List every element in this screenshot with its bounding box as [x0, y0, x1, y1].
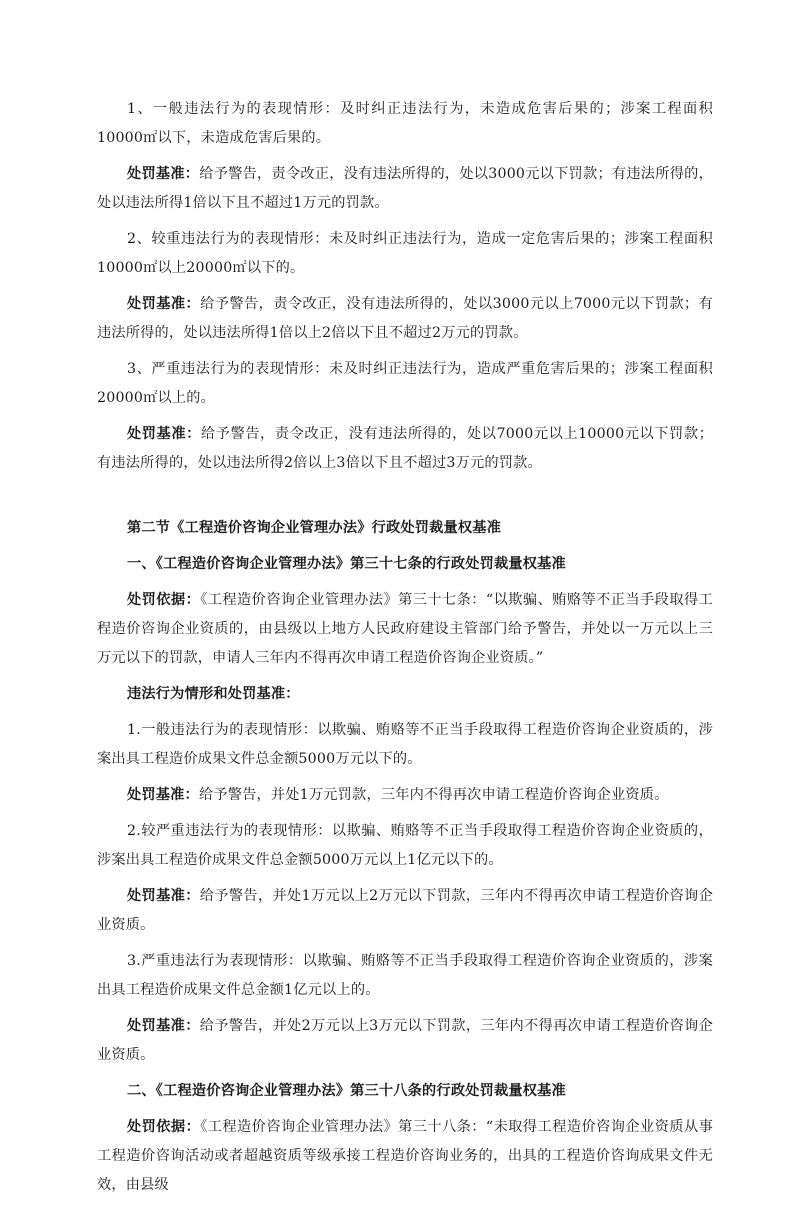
paragraph-c2: 2.较严重违法行为的表现情形：以欺骗、贿赂等不正当手段取得工程造价咨询企业资质的，涉案出具工程造价成果文件总金额5000万元以上1亿元以下的。: [97, 823, 713, 868]
paragraph-penalty-serious: [97, 290, 713, 348]
paragraph-basis-37: [97, 586, 713, 673]
section-spacer: [97, 485, 713, 514]
subsection-title-37: 一、《工程造价咨询企业管理办法》第三十七条的行政处罚裁量权基准: [127, 556, 566, 572]
penalty-label: 处罚基准：: [127, 426, 201, 442]
basis-label: 处罚依据：: [127, 1119, 201, 1135]
paragraph-penalty-severe: [97, 420, 713, 478]
penalty-label: 处罚基准：: [127, 1018, 200, 1034]
subsection-title-38: 二、《工程造价咨询企业管理办法》第三十八条的行政处罚裁量权基准: [127, 1083, 566, 1099]
paragraph-c1: 1.一般违法行为的表现情形：以欺骗、贿赂等不正当手段取得工程造价咨询企业资质的，涉案出具工程造价成果文件总金额5000万元以下的。: [97, 722, 713, 767]
penalty-text: 给予警告，并处1万元罚款，三年内不得再次申请工程造价咨询企业资质。: [198, 787, 669, 803]
penalty-text: 给予警告，并处1万元以上2万元以下罚款，三年内不得再次申请工程造价咨询企业资质。: [97, 888, 713, 933]
paragraph-c1-penalty: [97, 781, 713, 810]
basis-text: 《工程造价咨询企业管理办法》第三十八条：“未取得工程造价咨询企业资质从事工程造价咨询活动或者超越资质等级承接工程造价咨询业务的，出具的工程造价咨询成果文件无效，由县级: [97, 1119, 713, 1193]
penalty-text: 给予警告，责令改正，没有违法所得的，处以7000元以上10000元以下罚款；有违法所得的，处以违法所得2倍以上3倍以下且不超过3万元的罚款。: [97, 426, 713, 471]
document-page: [97, 95, 713, 1207]
penalty-label: 处罚基准：: [127, 166, 200, 182]
basis-text: 《工程造价咨询企业管理办法》第三十七条：“以欺骗、贿赂等不正当手段取得工程造价咨询企业资质的，由县级以上地方人民政府建设主管部门给予警告，并处以一万元以上三万元以下的罚款，申请人三年内不得再次申请工程造价咨询企业资质。”: [97, 592, 713, 666]
penalty-text: 给予警告，责令改正，没有违法所得的，处以3000元以下罚款；有违法所得的，处以违法所得1倍以下且不超过1万元的罚款。: [97, 166, 713, 211]
penalty-label: 处罚基准：: [127, 888, 200, 904]
penalty-text: 给予警告，责令改正，没有违法所得的，处以3000元以上7000元以下罚款；有违法所得的，处以违法所得1倍以上2倍以下且不超过2万元的罚款。: [97, 296, 713, 341]
paragraph-general-violation: 1、一般违法行为的表现情形：及时纠正违法行为，未造成危害后果的；涉案工程面积10000㎡以下，未造成危害后果的。: [97, 101, 713, 146]
paragraph-c2-penalty: [97, 882, 713, 940]
basis-label: 处罚依据：: [127, 592, 201, 608]
paragraph-serious-violation: 2、较重违法行为的表现情形：未及时纠正违法行为，造成一定危害后果的；涉案工程面积10000㎡以上20000㎡以下的。: [97, 231, 713, 276]
paragraph-penalty-general: [97, 160, 713, 218]
penalty-label: 处罚基准：: [127, 787, 199, 803]
paragraph-basis-38: [97, 1113, 713, 1200]
paragraph-c3: 3.严重违法行为表现情形：以欺骗、贿赂等不正当手段取得工程造价咨询企业资质的，涉案出具工程造价成果文件总金额1亿元以上的。: [97, 953, 713, 998]
section-title: 第二节《工程造价咨询企业管理办法》行政处罚裁量权基准: [127, 520, 502, 536]
penalty-label: 处罚基准：: [127, 296, 201, 312]
circumstances-label: 违法行为情形和处罚基准：: [127, 686, 300, 702]
paragraph-c3-penalty: [97, 1012, 713, 1070]
penalty-text: 给予警告，并处2万元以上3万元以下罚款，三年内不得再次申请工程造价咨询企业资质。: [97, 1018, 713, 1063]
paragraph-severe-violation: 3、严重违法行为的表现情形：未及时纠正违法行为，造成严重危害后果的；涉案工程面积20000㎡以上的。: [97, 361, 713, 406]
